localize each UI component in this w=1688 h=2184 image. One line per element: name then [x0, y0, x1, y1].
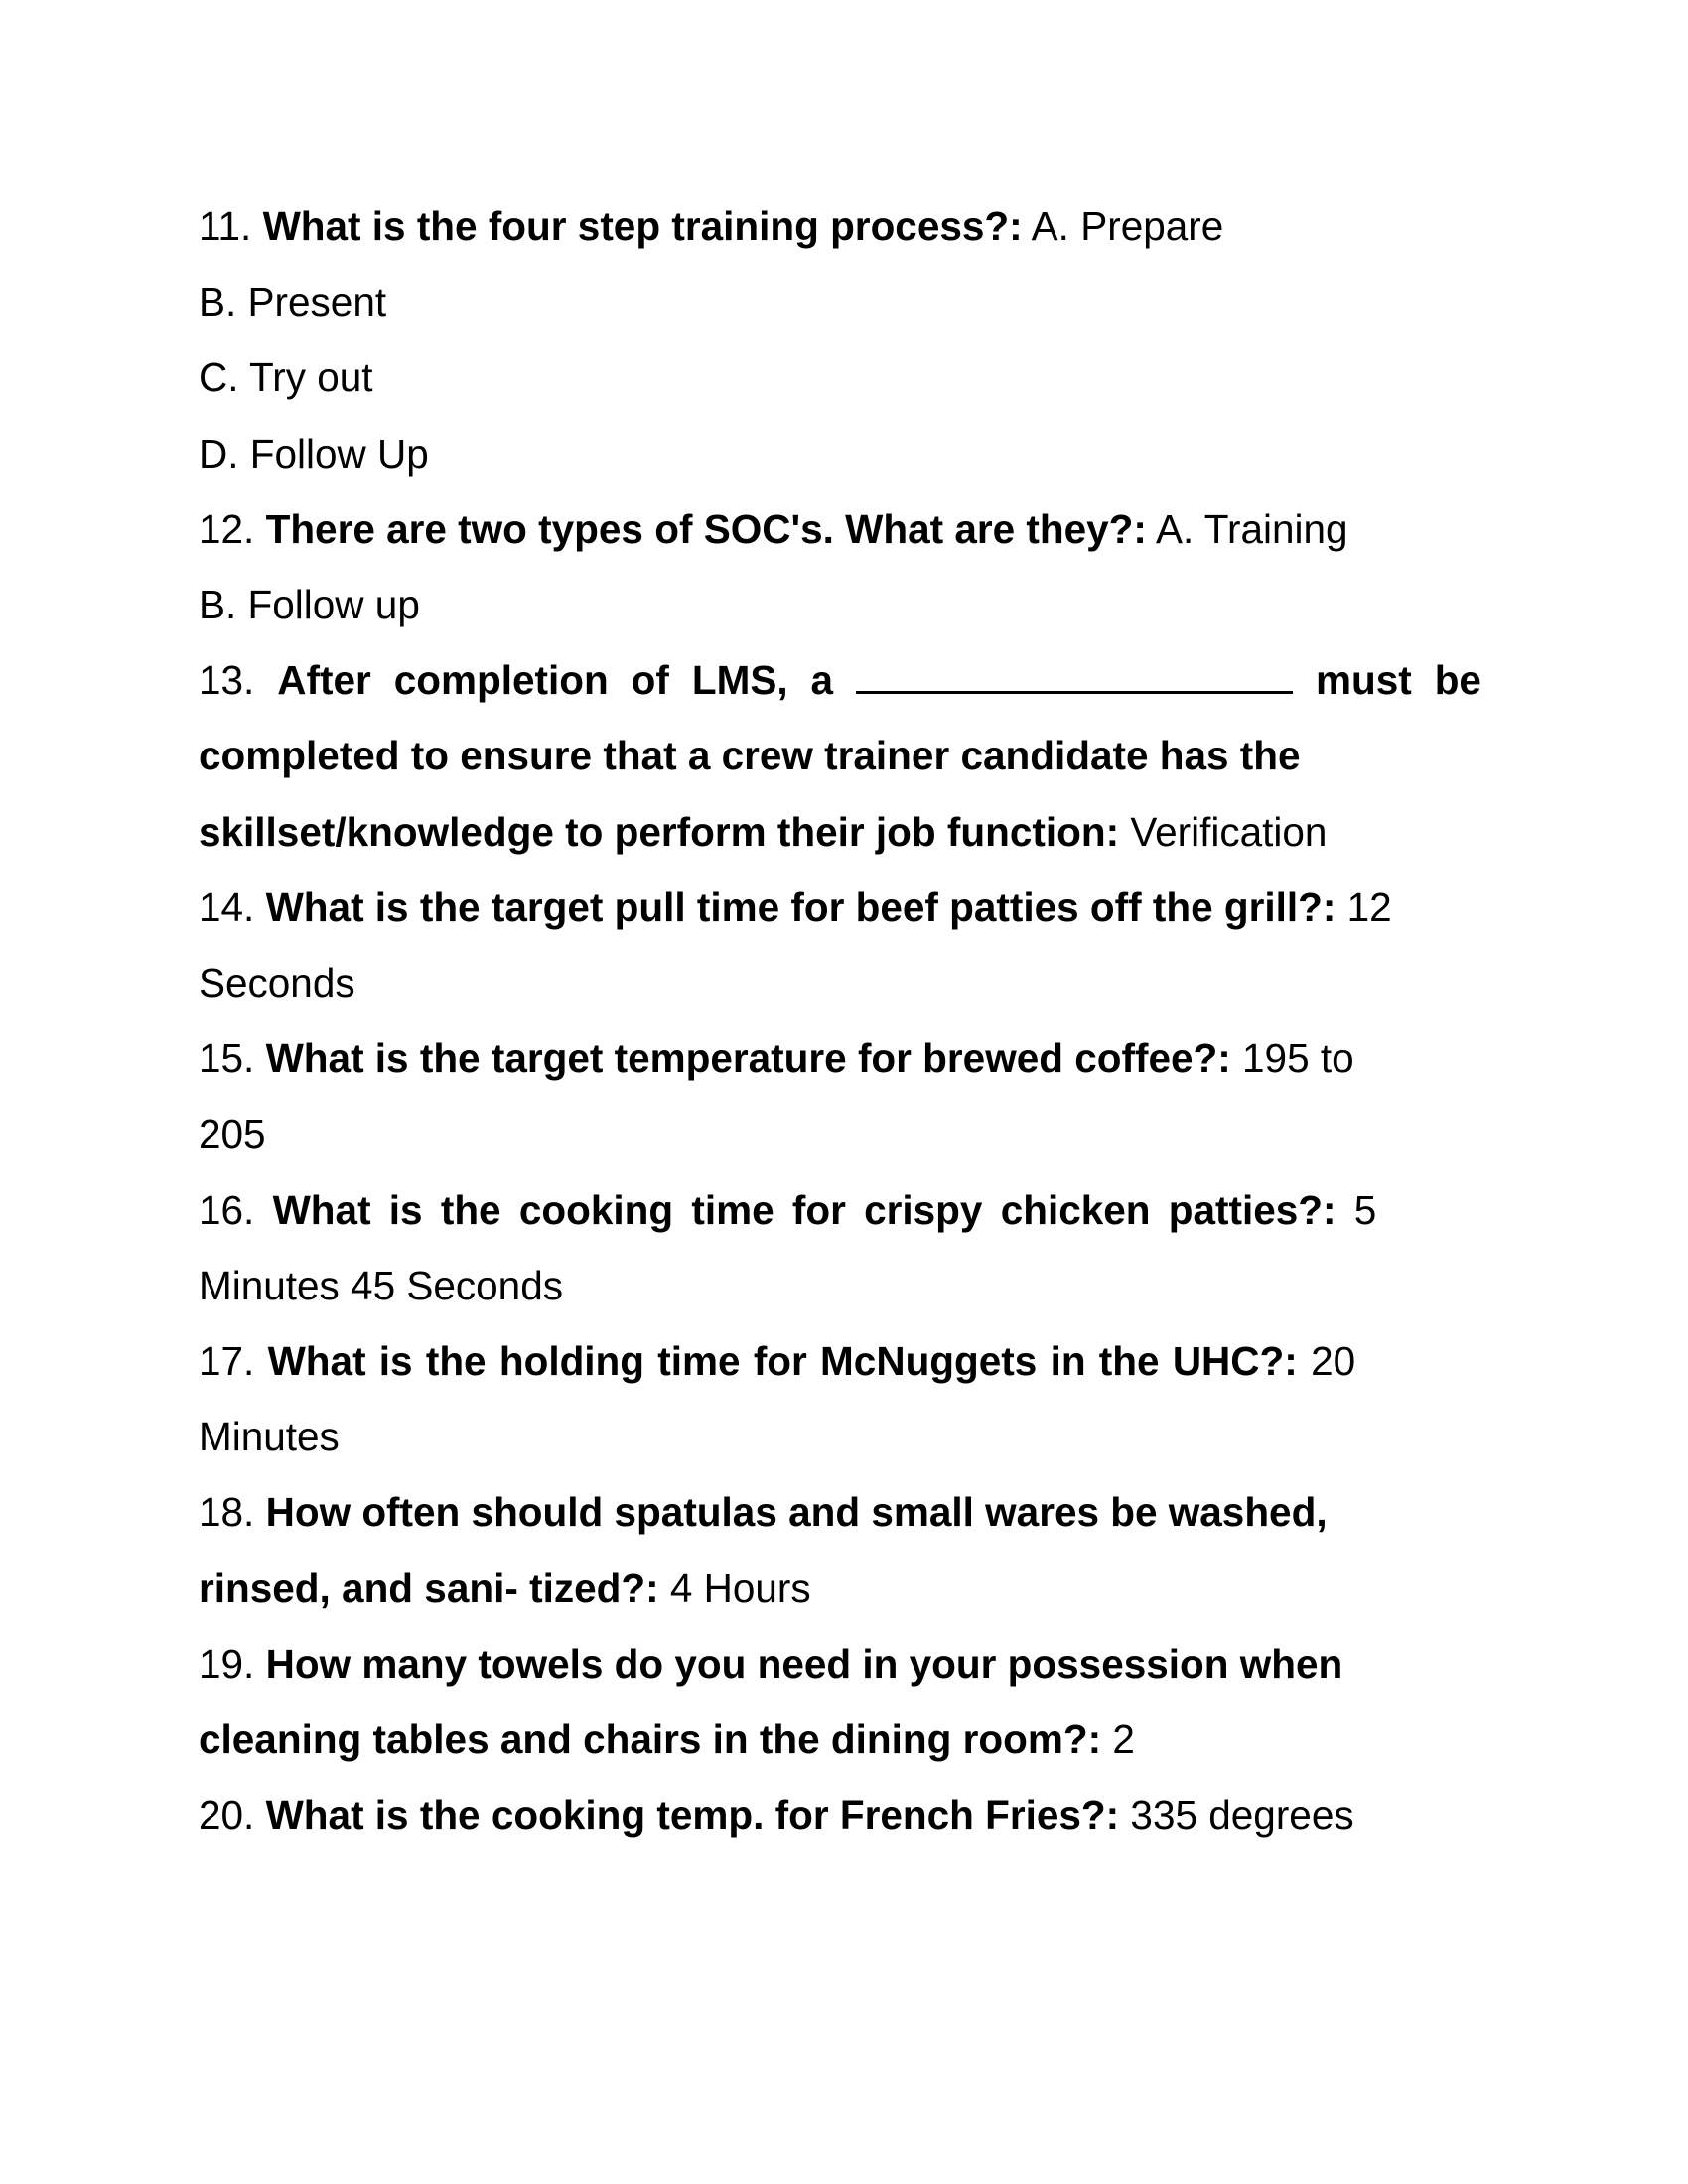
question-19-continued	[199, 1702, 1481, 1777]
answer-17-continued: Minutes	[199, 1414, 340, 1460]
answer-11-b: B. Present	[199, 279, 387, 326]
document-page	[199, 189, 1481, 1852]
question-20	[199, 1777, 1481, 1852]
question-text: How many towels do you need in your possession when	[265, 1640, 1343, 1687]
question-number: 14.	[199, 884, 255, 930]
answer-text: 4 Hours	[669, 1565, 811, 1611]
answer-12-b: B. Follow up	[199, 582, 420, 628]
question-number: 17.	[199, 1338, 255, 1385]
question-text-part1: After completion of LMS, a	[277, 657, 834, 704]
answer-text: 20	[1311, 1338, 1356, 1385]
question-13	[199, 642, 1481, 793]
question-text-continued: cleaning tables and chairs in the dining room?:	[199, 1716, 1102, 1763]
question-text: How often should spatulas and small wares be washed,	[265, 1489, 1328, 1536]
fill-in-blank	[856, 661, 1293, 694]
answer-14-continued: Seconds	[199, 960, 355, 1007]
answer-text: 195 to	[1242, 1035, 1354, 1082]
question-text: What is the cooking time for crispy chicken patties?:	[272, 1186, 1336, 1233]
question-19	[199, 1626, 1481, 1702]
answer-text: 12	[1346, 884, 1392, 930]
answer-text: 2	[1112, 1716, 1135, 1763]
question-number: 19.	[199, 1640, 255, 1687]
answer-text: 335 degrees	[1130, 1792, 1354, 1839]
question-text: What is the target temperature for brewed coffee?:	[265, 1035, 1231, 1082]
question-number: 13.	[199, 657, 255, 704]
question-17	[199, 1323, 1481, 1399]
question-number: 11.	[199, 204, 252, 249]
question-number: 16.	[199, 1186, 255, 1233]
answer-text: 5	[1353, 1186, 1377, 1233]
answer-16-continued: Minutes 45 Seconds	[199, 1262, 563, 1308]
question-16	[199, 1172, 1481, 1248]
question-text: What is the holding time for McNuggets in the UHC?:	[267, 1338, 1298, 1385]
answer-text: A. Training	[1155, 505, 1348, 552]
question-text: What is the four step training process?:	[262, 204, 1023, 249]
question-text-continued: rinsed, and sani- tized?:	[199, 1565, 659, 1611]
question-12	[199, 491, 1481, 567]
question-number: 15.	[199, 1035, 255, 1082]
question-number: 20.	[199, 1792, 255, 1839]
answer-11-c: C. Try out	[199, 354, 373, 401]
question-text-part2: must be completed to ensure that a crew trainer candidate has the	[199, 657, 1481, 779]
answer-11-d: D. Follow Up	[199, 430, 429, 477]
question-text: What is the target pull time for beef patties off the grill?:	[265, 884, 1336, 930]
answer-15-continued: 205	[199, 1111, 266, 1158]
question-18	[199, 1474, 1481, 1550]
answer-text: A. Prepare	[1031, 204, 1224, 249]
question-15	[199, 1021, 1481, 1096]
question-13-continued	[199, 794, 1481, 870]
question-11	[199, 189, 1481, 264]
answer-text: Verification	[1130, 808, 1328, 855]
question-number: 18.	[199, 1489, 255, 1536]
question-text: There are two types of SOC's. What are they?:	[265, 505, 1147, 552]
question-number: 12.	[199, 505, 255, 552]
question-text: What is the cooking temp. for French Fries?:	[265, 1792, 1120, 1839]
question-18-continued	[199, 1551, 1481, 1626]
question-text-part3: skillset/knowledge to perform their job function:	[199, 808, 1120, 855]
question-14	[199, 870, 1481, 945]
